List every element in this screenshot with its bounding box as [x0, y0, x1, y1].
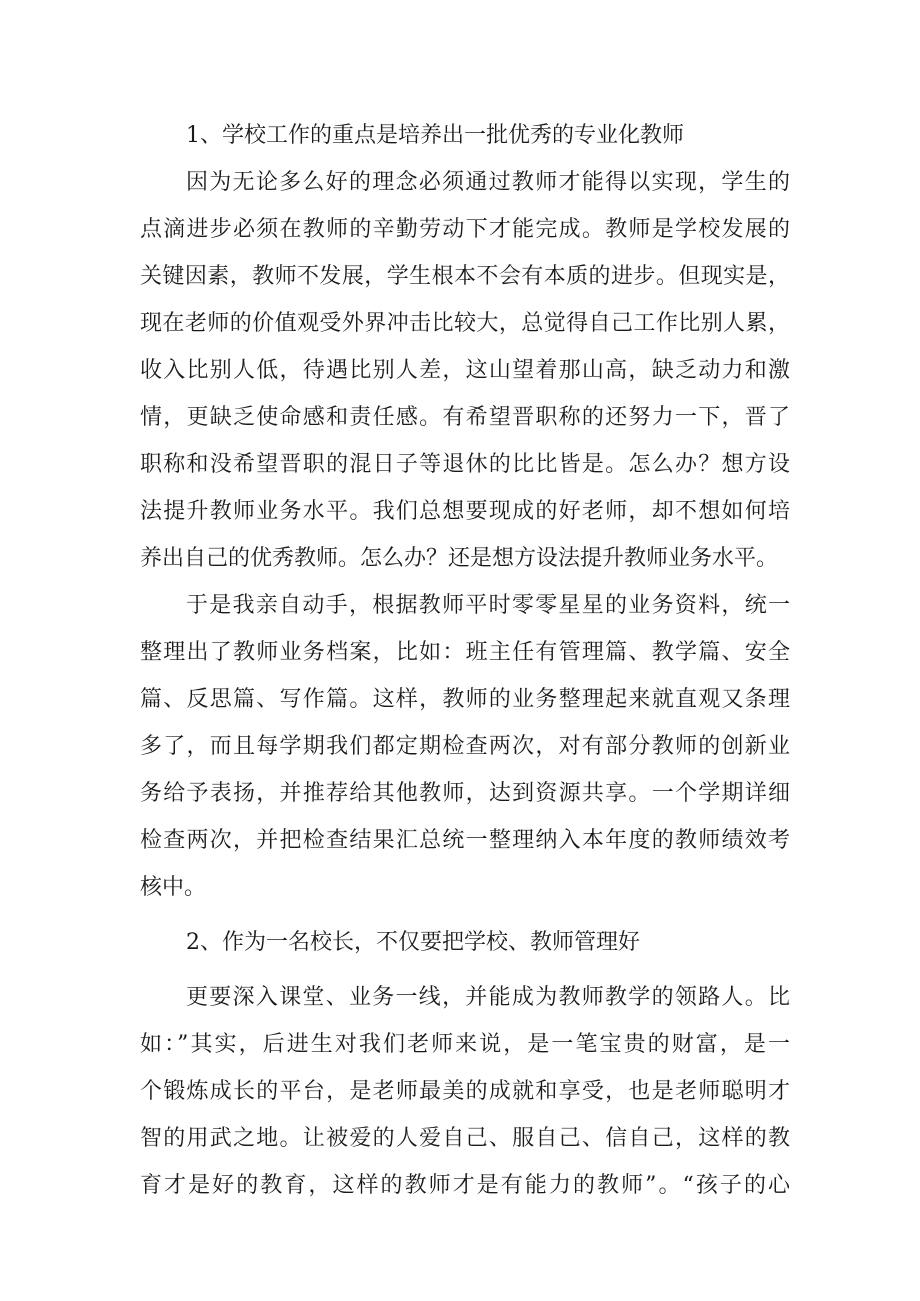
paragraph-line: 篇、反思篇、写作篇。这样，教师的业务整理起来就直观又条理	[140, 687, 790, 712]
section-1-heading: 1、学校工作的重点是培养出一批优秀的专业化教师	[186, 123, 684, 148]
paragraph-line: 点滴进步必须在教师的辛勤劳动下才能完成。教师是学校发展的	[140, 217, 790, 242]
paragraph-line: 养出自己的优秀教师。怎么办？还是想方设法提升教师业务水平。	[140, 546, 779, 571]
document-body	[140, 112, 790, 1209]
section-1-paragraph-1	[140, 159, 790, 582]
paragraph-line: 如：”其实，后进生对我们老师来说，是一笔宝贵的财富，是一	[140, 1032, 790, 1057]
paragraph-line: 检查两次，并把检查结果汇总统一整理纳入本年度的教师绩效考	[140, 828, 790, 853]
paragraph-line: 职称和没希望晋职的混日子等退休的比比皆是。怎么办？想方设	[140, 452, 790, 477]
section-2-paragraph-1	[140, 974, 790, 1209]
paragraph-line: 更要深入课堂、业务一线，并能成为教师教学的领路人。比	[186, 985, 790, 1010]
paragraph-line: 于是我亲自动手，根据教师平时零零星星的业务资料，统一	[186, 593, 790, 618]
paragraph-line: 法提升教师业务水平。我们总想要现成的好老师，却不想如何培	[140, 499, 790, 524]
paragraph-line: 智的用武之地。让被爱的人爱自己、服自己、信自己，这样的教	[140, 1126, 790, 1151]
paragraph-line: 整理出了教师业务档案，比如：班主任有管理篇、教学篇、安全	[140, 640, 790, 665]
paragraph-line: 育才是好的教育，这样的教师才是有能力的教师”。“孩子的心	[140, 1173, 790, 1198]
section-2-heading: 2、作为一名校长，不仅要把学校、教师管理好	[186, 930, 640, 955]
section-spacer	[140, 966, 790, 974]
section-1-paragraph-2	[140, 582, 790, 911]
paragraph-line: 多了，而且每学期我们都定期检查两次，对有部分教师的创新业	[140, 734, 790, 759]
paragraph-line: 关键因素，教师不发展，学生根本不会有本质的进步。但现实是，	[140, 264, 790, 289]
paragraph-line: 因为无论多么好的理念必须通过教师才能得以实现，学生的	[186, 170, 790, 195]
paragraph-line: 务给予表扬，并推荐给其他教师，达到资源共享。一个学期详细	[140, 781, 790, 806]
paragraph-line: 核中。	[140, 875, 207, 900]
paragraph-line: 现在老师的价值观受外界冲击比较大，总觉得自己工作比别人累，	[140, 311, 790, 336]
paragraph-line: 个锻炼成长的平台，是老师最美的成就和享受，也是老师聪明才	[140, 1079, 790, 1104]
section-spacer	[140, 911, 790, 919]
paragraph-line: 情，更缺乏使命感和责任感。有希望晋职称的还努力一下，晋了	[140, 405, 790, 430]
paragraph-line: 收入比别人低，待遇比别人差，这山望着那山高，缺乏动力和激	[140, 358, 790, 383]
